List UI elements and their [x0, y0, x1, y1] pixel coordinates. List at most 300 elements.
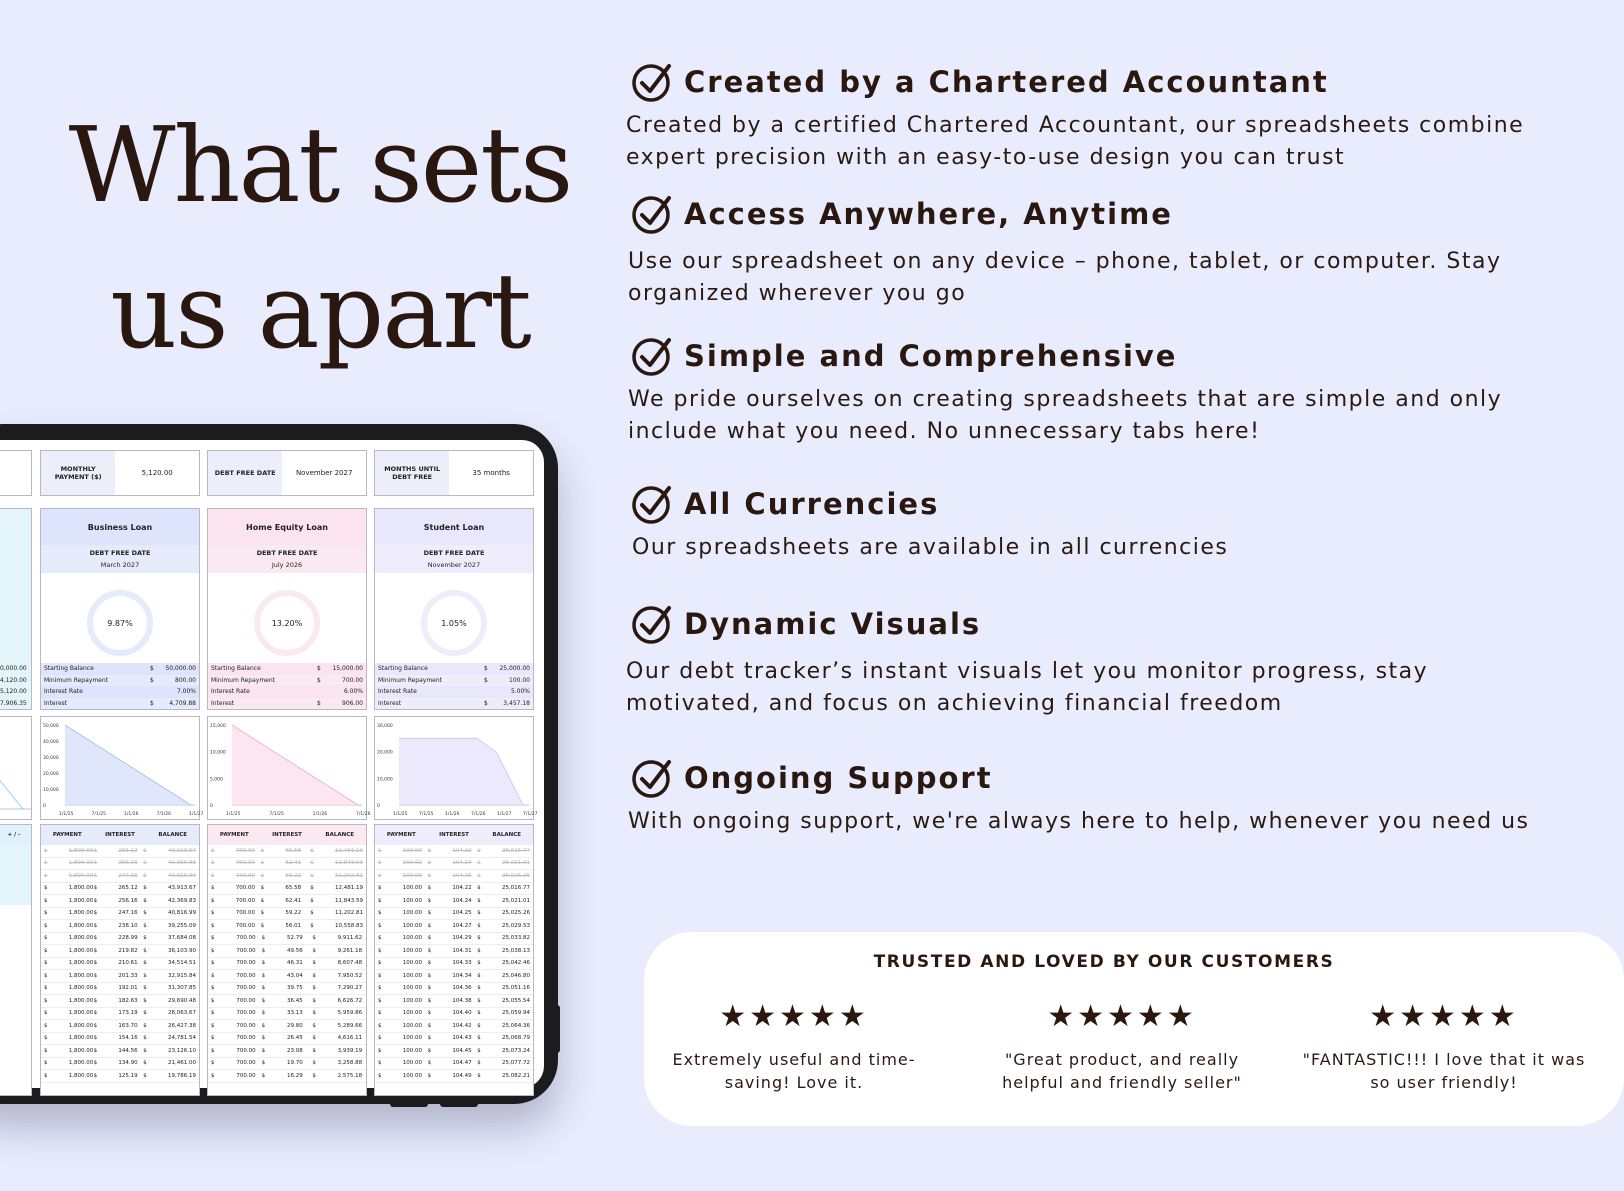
- table-cell: 25,077.72: [501, 1060, 530, 1067]
- table-header-cell: INTEREST: [439, 832, 469, 838]
- table-cell: $: [44, 885, 48, 892]
- feature-title: Ongoing Support: [684, 761, 993, 795]
- table-cell: $: [310, 847, 314, 854]
- table-cell: 1,800.00: [68, 1035, 94, 1042]
- y-tick-label: 20,000: [43, 772, 59, 777]
- table-row: [41, 883, 199, 896]
- table-cell: 25,016.77: [501, 885, 530, 892]
- table-cell: 100.00: [402, 997, 423, 1004]
- table-cell: 100.00: [402, 1072, 423, 1079]
- table-cell: 265.12: [118, 885, 138, 892]
- table-cell: $: [378, 872, 382, 879]
- table-cell: $: [378, 935, 382, 942]
- table-cell: $: [312, 1010, 316, 1017]
- table-cell: 12,481.19: [334, 885, 363, 892]
- table-cell: $: [44, 1022, 48, 1029]
- table-cell: $: [427, 1022, 432, 1029]
- y-tick-label: 0: [210, 804, 213, 809]
- table-row: [41, 933, 199, 946]
- loan-progress-value: 1.05%: [421, 590, 487, 656]
- table-cell: 33.13: [286, 1010, 303, 1017]
- table-cell: $: [378, 1072, 382, 1079]
- loan-progress-value: 13.20%: [254, 590, 320, 656]
- table-cell: 25,064.36: [501, 1022, 530, 1029]
- table-row: [208, 995, 366, 1008]
- table-cell: $: [143, 910, 147, 917]
- stat-amount: 7.00%: [176, 688, 196, 696]
- summary-value: 35 months: [472, 469, 510, 477]
- table-row-paid: [375, 845, 533, 858]
- schedule-table: [40, 824, 200, 1096]
- table-cell: $: [143, 897, 147, 904]
- headline-line-1: What sets: [68, 104, 572, 226]
- table-cell: 25,082.21: [501, 1072, 530, 1079]
- table-cell: 1,800.00: [68, 1047, 94, 1054]
- feature-description: Created by a certified Chartered Accountant, our spreadsheets combine expert precision with an easy-to-use design you can trust: [626, 113, 1525, 170]
- table-cell: $: [427, 1035, 432, 1042]
- table-cell: 100.00: [402, 1035, 423, 1042]
- table-highlight-partial: [0, 845, 31, 905]
- table-cell: 1,800.00: [68, 947, 94, 954]
- table-cell: $: [260, 922, 265, 929]
- table-cell: 1,800.00: [68, 997, 94, 1004]
- table-cell: $: [261, 1060, 266, 1067]
- table-cell: $: [93, 847, 98, 854]
- table-cell: 104.38: [452, 997, 472, 1004]
- table-cell: $: [93, 997, 98, 1004]
- table-cell: 23,126.10: [167, 1047, 196, 1054]
- table-cell: 100.00: [402, 972, 423, 979]
- table-cell: 25,068.79: [501, 1035, 530, 1042]
- stat-label: Minimum Repayment: [44, 676, 109, 684]
- table-cell: $: [44, 1010, 48, 1017]
- y-tick-label: 10,000: [377, 777, 393, 783]
- table-row: [375, 908, 533, 921]
- table-cell: $: [427, 997, 432, 1004]
- table-cell: $: [93, 922, 98, 929]
- table-cell: 1,800.00: [68, 935, 94, 942]
- summary-value: 5,120.00: [141, 469, 173, 477]
- table-cell: $: [143, 1060, 147, 1067]
- table-card-partial: [0, 824, 32, 1096]
- feature-description: With ongoing support, we're always here to help, whenever you need us: [628, 809, 1530, 834]
- table-row: [41, 1033, 199, 1046]
- feature-title: All Currencies: [684, 487, 940, 521]
- loan-debt-free: [375, 545, 533, 573]
- table-cell: 700.00: [236, 960, 256, 967]
- loan-debt-free-date: March 2027: [100, 561, 140, 569]
- loan-debt-free: [41, 545, 199, 573]
- check-circle-icon: [630, 602, 674, 646]
- table-cell: 104.22: [452, 885, 472, 892]
- stat-label: Interest: [378, 699, 402, 707]
- table-cell: $: [211, 847, 215, 854]
- table-row: [41, 983, 199, 996]
- table-cell: 104.24: [452, 897, 472, 904]
- table-cell: 11,843.59: [334, 860, 363, 867]
- table-cell: $: [427, 872, 432, 879]
- table-cell: 9,911.62: [337, 935, 363, 942]
- table-cell: 256.16: [118, 897, 138, 904]
- table-cell: 25,033.82: [501, 935, 530, 942]
- table-cell: 154.16: [118, 1035, 138, 1042]
- summary-label: DEBT FREE DATE: [208, 451, 282, 495]
- x-tick-label: 1/1/27: [189, 812, 204, 817]
- table-row-paid: [208, 845, 366, 858]
- balance-chart: [207, 716, 371, 820]
- table-cell: $: [477, 1022, 481, 1029]
- table-row-paid: [375, 858, 533, 871]
- table-cell: $: [261, 972, 266, 979]
- table-cell: 100.00: [402, 1047, 423, 1054]
- table-cell: $: [143, 947, 147, 954]
- loan-stat-row: [41, 698, 199, 710]
- table-cell: 100.00: [402, 1060, 423, 1067]
- table-cell: $: [44, 1047, 48, 1054]
- table-cell: 29,690.48: [167, 997, 196, 1004]
- schedule-table: [374, 824, 534, 1096]
- table-cell: 104.31: [452, 947, 472, 954]
- table-cell: 42,369.83: [167, 860, 196, 867]
- table-cell: $: [143, 997, 147, 1004]
- table-cell: $: [378, 997, 382, 1004]
- table-cell: 182.63: [118, 997, 138, 1004]
- table-cell: 1,800.00: [68, 1010, 94, 1017]
- reviews-heading: TRUSTED AND LOVED BY OUR CUSTOMERS: [873, 952, 1335, 972]
- loan-stats: [375, 663, 533, 709]
- table-cell: 43.04: [286, 972, 303, 979]
- table-cell: 25,073.24: [501, 1047, 530, 1054]
- y-tick-label: 30,000: [377, 724, 393, 729]
- y-tick-label: 5,000: [210, 777, 223, 783]
- table-cell: 42,369.83: [167, 897, 196, 904]
- summary-label: MONTHLY PAYMENT ($): [41, 451, 115, 495]
- table-cell: 700.00: [236, 1035, 256, 1042]
- table-cell: 700.00: [236, 935, 256, 942]
- feature-simple-comprehensive: [630, 334, 1550, 448]
- table-cell: $: [378, 897, 382, 904]
- loan-donut-chart: [208, 583, 366, 663]
- table-cell: $: [427, 860, 432, 867]
- table-cell: 100.00: [402, 897, 423, 904]
- table-cell: 1,800.00: [68, 910, 94, 917]
- loan-progress-value: 9.87%: [87, 590, 153, 656]
- table-cell: $: [211, 910, 215, 917]
- table-row: [41, 1070, 199, 1083]
- table-cell: 104.49: [452, 1072, 472, 1079]
- table-cell: 5,959.86: [337, 1010, 363, 1017]
- summary-value: November 2027: [295, 469, 353, 477]
- table-row: [375, 1008, 533, 1021]
- table-cell: 104.29: [452, 935, 472, 942]
- stat-amount: 700.00: [342, 676, 363, 684]
- table-cell: $: [427, 935, 432, 942]
- stat-label: Interest: [211, 699, 235, 707]
- table-cell: 100.00: [402, 885, 423, 892]
- table-header: [375, 825, 533, 845]
- table-cell: $: [211, 897, 215, 904]
- table-cell: 700.00: [235, 922, 256, 929]
- table-cell: 100.00: [402, 935, 423, 942]
- table-cell: 5,289.66: [337, 1022, 363, 1029]
- table-cell: $: [143, 972, 147, 979]
- table-cell: 37,684.08: [167, 935, 196, 942]
- table-cell: $: [477, 897, 481, 904]
- feature-title: Simple and Comprehensive: [684, 339, 1178, 373]
- feature-title: Dynamic Visuals: [684, 607, 982, 641]
- y-tick-label: 40,000: [43, 740, 59, 745]
- table-row: [208, 1033, 366, 1046]
- table-cell: $: [143, 935, 147, 942]
- table-row: [208, 920, 366, 933]
- table-cell: 34,514.51: [167, 960, 196, 967]
- table-row: [41, 908, 199, 921]
- x-tick-label: 7/1/27: [523, 812, 538, 817]
- table-cell: 40,816.99: [167, 910, 196, 917]
- table-cell: $: [211, 1022, 215, 1029]
- table-cell: $: [211, 1035, 215, 1042]
- loan-name: Home Equity Loan: [208, 509, 366, 545]
- stat-currency: $: [150, 665, 154, 673]
- table-cell: $: [44, 910, 48, 917]
- table-cell: $: [261, 960, 266, 967]
- table-cell: $: [312, 1047, 316, 1054]
- loan-debt-free-label: DEBT FREE DATE: [256, 549, 318, 557]
- table-row: [375, 1045, 533, 1058]
- stat-value: 7,906.35: [0, 699, 27, 707]
- table-cell: $: [477, 947, 481, 954]
- table-row: [208, 895, 366, 908]
- table-cell: $: [143, 922, 147, 929]
- table-cell: 1,800.00: [68, 922, 94, 929]
- table-cell: $: [44, 922, 48, 929]
- table-cell: $: [44, 1072, 48, 1079]
- table-cell: $: [143, 847, 147, 854]
- table-cell: $: [44, 985, 48, 992]
- stat-currency: $: [150, 676, 154, 684]
- table-cell: 43,913.67: [167, 885, 196, 892]
- y-tick-label: 20,000: [377, 750, 393, 756]
- table-cell: $: [143, 885, 147, 892]
- table-cell: 3,258.88: [337, 1060, 363, 1067]
- stat-amount: 15,000.00: [332, 665, 363, 673]
- table-row: [375, 933, 533, 946]
- table-cell: 11,843.59: [334, 897, 363, 904]
- table-cell: $: [143, 985, 147, 992]
- table-cell: 59.22: [285, 910, 302, 917]
- table-cell: $: [93, 872, 98, 879]
- loan-card: [374, 508, 534, 710]
- table-cell: $: [427, 1010, 432, 1017]
- table-cell: 104.34: [452, 972, 472, 979]
- x-tick-label: 7/1/26: [471, 812, 486, 817]
- table-cell: $: [427, 897, 432, 904]
- table-header-cell: BALANCE: [158, 832, 187, 838]
- table-row: [375, 970, 533, 983]
- table-cell: $: [211, 935, 215, 942]
- table-cell: $: [378, 910, 382, 917]
- table-cell: $: [93, 1060, 98, 1067]
- table-cell: $: [211, 972, 215, 979]
- table-cell: 40,816.99: [167, 872, 196, 879]
- table-cell: $: [93, 972, 98, 979]
- table-cell: $: [44, 897, 48, 904]
- table-cell: 23.08: [286, 1047, 303, 1054]
- table-cell: $: [44, 960, 48, 967]
- loan-card-partial: [0, 508, 32, 710]
- table-cell: $: [93, 985, 98, 992]
- table-cell: $: [477, 1035, 481, 1042]
- table-row: [208, 908, 366, 921]
- table-header-cell: PAYMENT: [386, 832, 416, 838]
- table-cell: 24,781.54: [167, 1035, 196, 1042]
- table-row: [208, 970, 366, 983]
- loan-debt-free-label: DEBT FREE DATE: [89, 549, 151, 557]
- table-cell: $: [477, 860, 481, 867]
- feature-description: We pride ourselves on creating spreadsheets that are simple and only include what you need. No unnecessary tabs here!: [628, 387, 1503, 444]
- balance-chart: [40, 716, 204, 820]
- table-cell: $: [261, 997, 266, 1004]
- loan-donut-chart: [41, 583, 199, 663]
- headline-line-2: us apart: [110, 250, 530, 372]
- table-row: [41, 920, 199, 933]
- table-cell: 10,558.83: [334, 922, 363, 929]
- stat-label: Interest: [44, 699, 68, 707]
- table-cell: 1,800.00: [68, 897, 94, 904]
- table-cell: 8,607.48: [337, 960, 363, 967]
- table-cell: $: [143, 960, 147, 967]
- table-cell: 36,103.90: [167, 947, 196, 954]
- y-tick-label: 15,000: [210, 724, 226, 729]
- stat-amount: 906.00: [342, 699, 363, 707]
- table-cell: 700.00: [236, 1072, 256, 1079]
- table-row: [375, 983, 533, 996]
- loan-name: Student Loan: [375, 509, 533, 545]
- table-cell: 700.00: [236, 1060, 256, 1067]
- loan-debt-free-date: November 2027: [427, 561, 481, 569]
- x-tick-label: 1/1/25: [59, 812, 74, 817]
- headline: [40, 92, 600, 384]
- table-cell: 228.99: [118, 935, 138, 942]
- table-cell: $: [378, 1060, 382, 1067]
- table-cell: 59.22: [285, 872, 302, 879]
- table-cell: $: [261, 1072, 266, 1079]
- table-row: [375, 1033, 533, 1046]
- table-cell: 100.00: [402, 947, 423, 954]
- table-cell: $: [477, 1072, 481, 1079]
- table-cell: 25,042.46: [501, 960, 530, 967]
- table-cell: 3,939.19: [337, 1047, 363, 1054]
- table-header-cell: INTEREST: [105, 832, 135, 838]
- x-tick-label: 1/1/26: [445, 812, 460, 817]
- loan-debt-free-date: July 2026: [271, 561, 303, 569]
- table-cell: $: [44, 935, 48, 942]
- table-cell: 39.75: [286, 985, 303, 992]
- balance-chart: [374, 716, 538, 820]
- table-cell: 104.42: [452, 1022, 472, 1029]
- feature-access-anywhere: [630, 192, 1550, 310]
- table-cell: $: [211, 1010, 215, 1017]
- x-tick-label: 7/1/25: [419, 812, 434, 817]
- table-cell: $: [477, 847, 481, 854]
- table-cell: 2,575.18: [337, 1072, 363, 1079]
- table-cell: 16.29: [286, 1072, 303, 1079]
- table-cell: $: [93, 1035, 98, 1042]
- summary-card-months-until: [374, 450, 534, 496]
- table-cell: 144.56: [118, 1047, 138, 1054]
- table-cell: $: [477, 910, 481, 917]
- table-row: [375, 995, 533, 1008]
- table-cell: $: [310, 922, 314, 929]
- table-cell: $: [93, 1010, 98, 1017]
- table-cell: $: [477, 960, 481, 967]
- table-cell: $: [211, 960, 215, 967]
- table-cell: 100.00: [402, 847, 423, 854]
- table-cell: 134.90: [118, 1060, 138, 1067]
- table-cell: $: [312, 972, 316, 979]
- stat-currency: $: [150, 699, 154, 707]
- table-cell: $: [261, 985, 266, 992]
- table-cell: 11,202.81: [334, 910, 363, 917]
- table-header-cell: INTEREST: [272, 832, 302, 838]
- stat-amount: 3,457.18: [503, 699, 530, 707]
- stat-value: 5,120.00: [0, 688, 27, 696]
- tablet-volume-button: [440, 1102, 478, 1107]
- table-cell: $: [378, 947, 382, 954]
- table-cell: $: [261, 947, 266, 954]
- table-cell: 256.16: [118, 860, 138, 867]
- feature-all-currencies: [630, 482, 1550, 564]
- table-cell: $: [143, 1022, 147, 1029]
- table-cell: $: [477, 885, 481, 892]
- x-tick-label: 7/1/26: [356, 812, 371, 817]
- table-cell: 100.00: [402, 872, 423, 879]
- table-cell: $: [312, 960, 316, 967]
- table-cell: 28,063.67: [167, 1010, 196, 1017]
- table-cell: 700.00: [236, 997, 256, 1004]
- table-cell: $: [211, 997, 215, 1004]
- stat-currency: $: [484, 665, 488, 673]
- table-cell: $: [427, 1072, 432, 1079]
- table-cell: 26.45: [286, 1035, 303, 1042]
- table-cell: 25,029.53: [501, 922, 530, 929]
- table-cell: $: [44, 1035, 48, 1042]
- table-cell: 125.19: [118, 1072, 138, 1079]
- table-cell: $: [427, 985, 432, 992]
- table-cell: 201.33: [118, 972, 138, 979]
- table-cell: $: [477, 972, 481, 979]
- loan-card: [40, 508, 200, 710]
- table-cell: 43,913.67: [167, 847, 196, 854]
- stat-currency: $: [317, 699, 321, 707]
- table-cell: 163.70: [118, 1022, 138, 1029]
- table-cell: $: [312, 1060, 316, 1067]
- table-cell: 700.00: [235, 872, 256, 879]
- loan-stat-row: [41, 686, 199, 698]
- table-cell: $: [427, 847, 432, 854]
- check-circle-icon: [630, 334, 674, 378]
- table-cell: 25,046.80: [501, 972, 530, 979]
- check-circle-icon: [630, 482, 674, 526]
- table-cell: 7,290.27: [337, 985, 363, 992]
- table-cell: 25,021.01: [501, 860, 530, 867]
- balance-chart-svg: [208, 717, 371, 819]
- feature-ongoing-support: [630, 756, 1550, 838]
- table-row-paid: [375, 870, 533, 883]
- table-cell: $: [93, 960, 98, 967]
- table-cell: $: [378, 860, 382, 867]
- x-tick-label: 7/1/25: [269, 812, 284, 817]
